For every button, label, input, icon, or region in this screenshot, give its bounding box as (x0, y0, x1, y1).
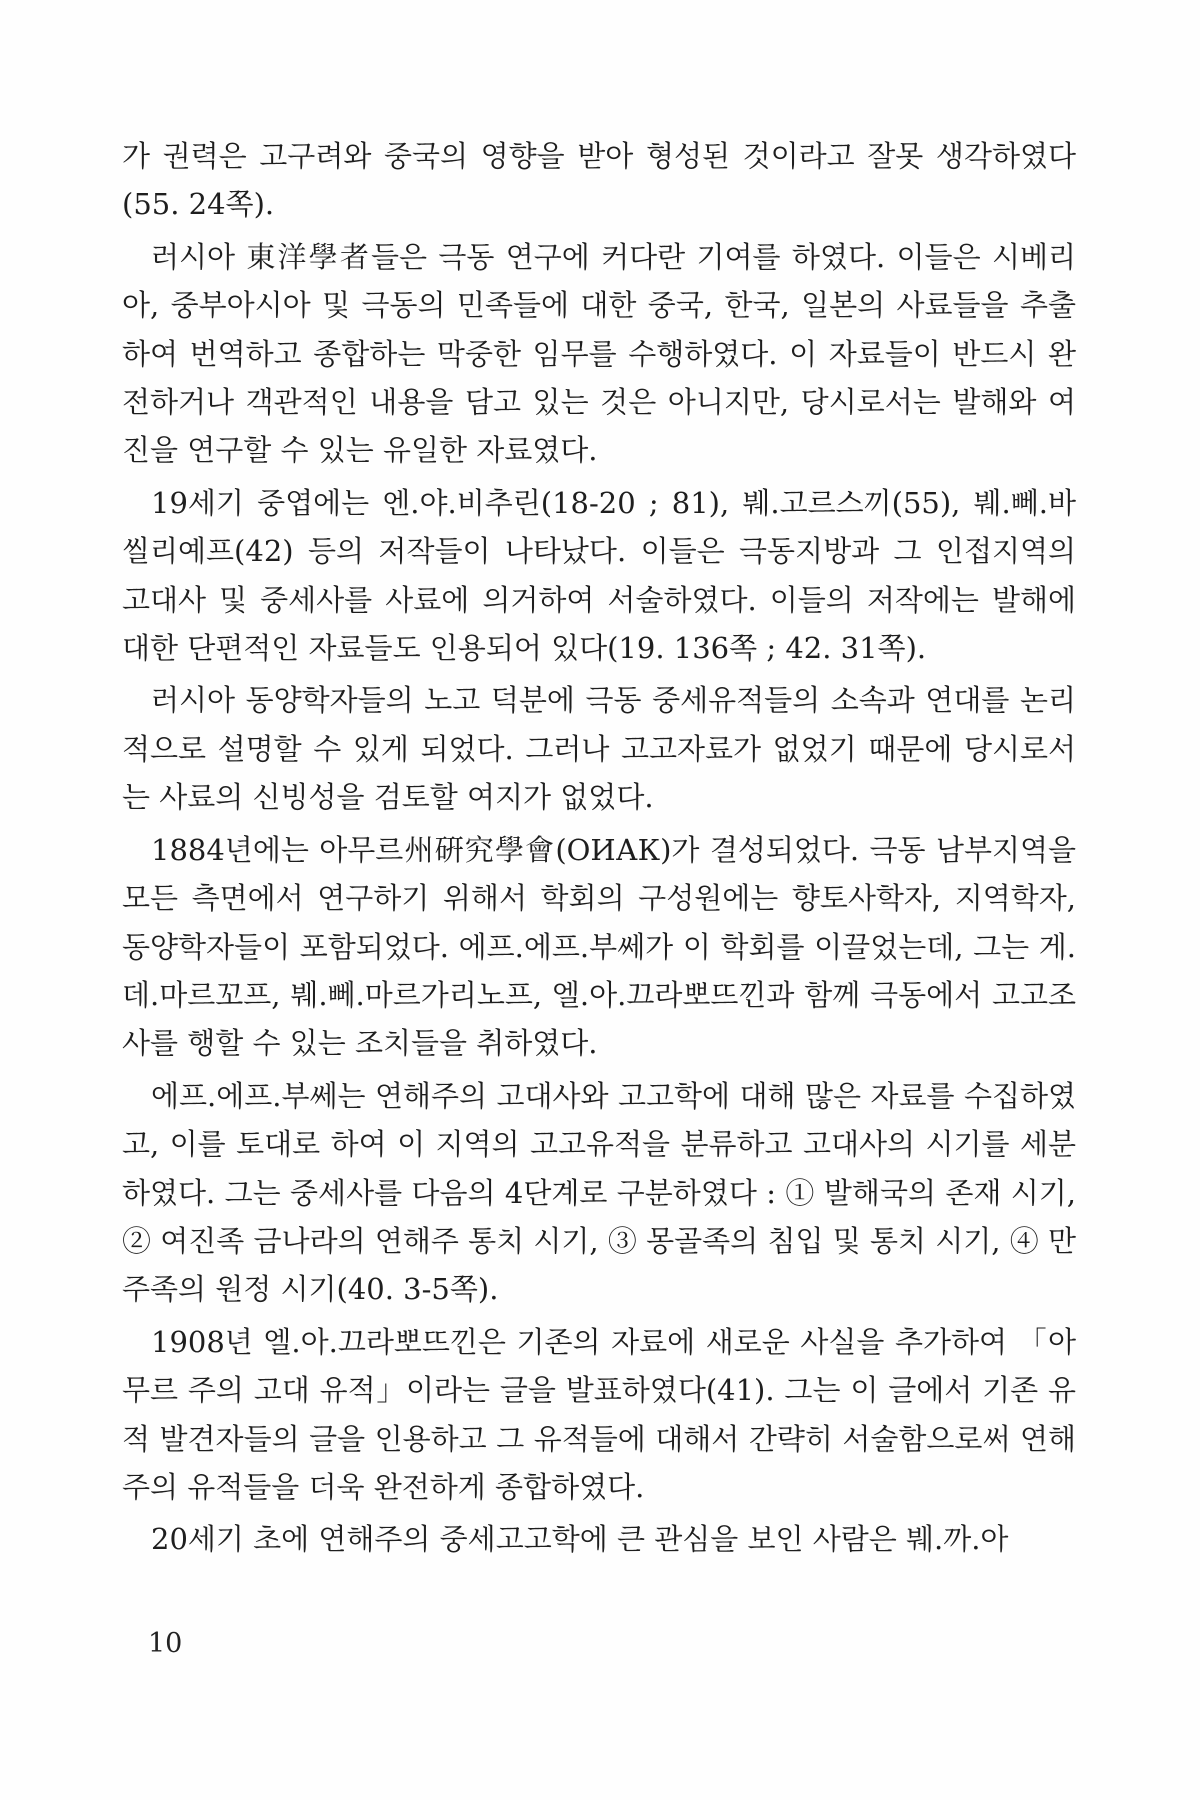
paragraph-kropotkin-1908: 1908년 엘.아.끄라뽀뜨낀은 기존의 자료에 새로운 사실을 추가하여 「아무르 주의 고대 유적」이라는 글을 발표하였다(41). 그는 이 글에서 기존 유적 발견자들의 글을 인용하고 그 유적들에 대해서 간략히 서술함으로써 연해주의 유적들을 더욱 완전하게 종합하였다. (122, 1324, 1076, 1504)
paragraph-19th-century-works: 19세기 중엽에는 엔.야.비추린(18-20 ; 81), 붸.고르스끼(55), 붸.뻬.바씰리예프(42) 등의 저작들이 나타났다. 이들은 극동지방과 그 인접지역의 고대사 및 중세사를 사료에 의거하여 서술하였다. 이들의 저작에는 발해에 대한 단편적인 자료들도 인용되어 있다(19. 136쪽 ; 42. 31쪽). (122, 485, 1076, 666)
page-number: 10 (148, 1628, 183, 1659)
paragraph-busse-periodization: 에프.에프.부쎄는 연해주의 고대사와 고고학에 대해 많은 자료를 수집하였고, 이를 토대로 하여 이 지역의 고고유적을 분류하고 고대사의 시기를 세분하였다. 그는 중세사를 다음의 4단계로 구분하였다 : ① 발해국의 존재 시기, ② 여진족 금나라의 연해주 통치 시기, ③ 몽골족의 침입 및 통치 시기, ④ 만주족의 원정 시기(40. 3-5쪽). (122, 1078, 1076, 1307)
paragraph-oriental-scholars: 러시아 東洋學者들은 극동 연구에 커다란 기여를 하였다. 이들은 시베리아, 중부아시아 및 극동의 민족들에 대한 중국, 한국, 일본의 사료들을 추출하여 번역하고 종합하는 막중한 임무를 수행하였다. 이 자료들이 반드시 완전하거나 객관적인 내용을 담고 있는 것은 아니지만, 당시로서는 발해와 여진을 연구할 수 있는 유일한 자료였다. (122, 239, 1076, 468)
paragraph-scholar-efforts: 러시아 동양학자들의 노고 덕분에 극동 중세유적들의 소속과 연대를 논리적으로 설명할 수 있게 되었다. 그러나 고고자료가 없었기 때문에 당시로서는 사료의 신빙성을 검토할 여지가 없었다. (122, 683, 1076, 815)
paragraph-amur-society: 1884년에는 아무르州硏究學會(ОИАК)가 결성되었다. 극동 남부지역을 모든 측면에서 연구하기 위해서 학회의 구성원에는 향토사학자, 지역학자, 동양학자들이 포함되었다. 에프.에프.부쎄가 이 학회를 이끌었는데, 그는 게.데.마르꼬프, 붸.뻬.마르가리노프, 엘.아.끄라뽀뜨낀과 함께 극동에서 고고조사를 행할 수 있는 조치들을 취하였다. (122, 832, 1076, 1061)
paragraph-20th-century: 20세기 초에 연해주의 중세고고학에 큰 관심을 보인 사람은 붸.까.아 (151, 1522, 1009, 1557)
paragraph-continued: 가 권력은 고구려와 중국의 영향을 받아 형성된 것이라고 잘못 생각하였다(55. 24쪽). (122, 139, 1076, 222)
body-text (122, 132, 1076, 1564)
